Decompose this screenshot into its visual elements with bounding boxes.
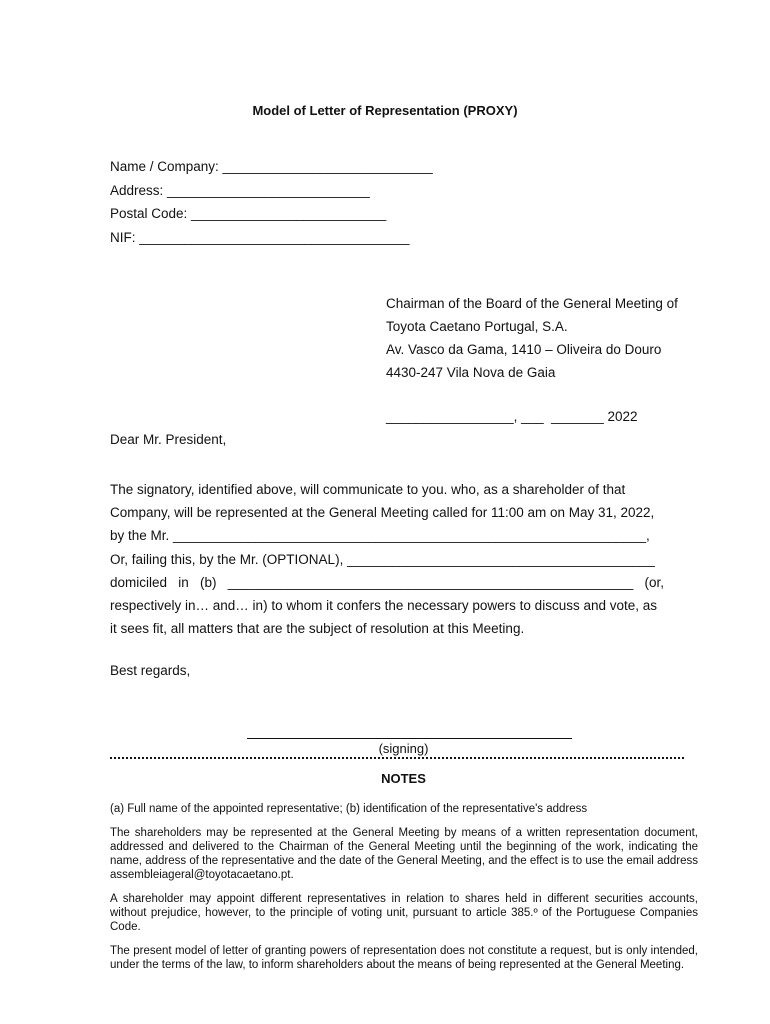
body-line: The signatory, identified above, will communicate to you. who, as a shareholder of that bbox=[110, 482, 626, 497]
body-line: respectively in… and… in) to whom it confers the necessary powers to discuss and vote, as bbox=[110, 598, 658, 614]
signature-line bbox=[247, 738, 572, 739]
recipient-line: Toyota Caetano Portugal, S.A. bbox=[386, 319, 568, 334]
letter-body bbox=[110, 478, 698, 640]
name-company-field: Name / Company: ____________________________ bbox=[110, 159, 433, 174]
signing-label: (signing) bbox=[378, 741, 429, 756]
notes-section bbox=[110, 802, 698, 982]
note-paragraph: The shareholders may be represented at the General Meeting by means of a written representation document, addressed and delivered to the Chairman of the General Meeting until the beginning of the work, indicating the name, address of the representative and the date of the General Meeting, and the effect is to use the email address assembleiageral@toyotacaetano.pt. bbox=[110, 827, 698, 881]
recipient-line: Av. Vasco da Gama, 1410 – Oliveira do Douro bbox=[386, 342, 662, 357]
postal-code-field: Postal Code: __________________________ bbox=[110, 206, 387, 221]
note-paragraph: (a) Full name of the appointed representative; (b) identification of the representative's address bbox=[110, 803, 588, 815]
body-line: it sees fit, all matters that are the subject of resolution at this Meeting. bbox=[110, 621, 525, 637]
body-line: Or, failing this, by the Mr. (OPTIONAL), _________________________________________ bbox=[110, 551, 655, 567]
note-paragraph: A shareholder may appoint different representatives in relation to shares held in different securities accounts, without prejudice, however, to the principle of voting unit, pursuant to article 385.º of the Portuguese Companies Code. bbox=[110, 893, 698, 933]
recipient-address bbox=[386, 292, 678, 384]
document-title: Model of Letter of Representation (PROXY) bbox=[252, 103, 518, 118]
dotted-separator bbox=[110, 757, 684, 759]
sender-fields bbox=[110, 155, 433, 249]
nif-field: NIF: ____________________________________ bbox=[110, 229, 410, 245]
address-field: Address: ___________________________ bbox=[110, 182, 370, 198]
closing: Best regards, bbox=[110, 663, 191, 678]
salutation: Dear Mr. President, bbox=[110, 432, 227, 447]
date-line: _________________, ___ _______ 2022 bbox=[386, 409, 638, 424]
recipient-line: Chairman of the Board of the General Meeting of bbox=[386, 296, 678, 311]
body-line: by the Mr. _______________________________________________________________, bbox=[110, 528, 650, 544]
notes-title: NOTES bbox=[381, 771, 426, 786]
note-paragraph: The present model of letter of granting powers of representation does not constitute a request, but is only intended, under the terms of the law, to inform shareholders about the means of being represented at the General Meeting. bbox=[110, 945, 698, 971]
recipient-line: 4430-247 Vila Nova de Gaia bbox=[386, 365, 556, 380]
body-line: Company, will be represented at the General Meeting called for 11:00 am on May 31, 2022, bbox=[110, 505, 655, 521]
body-line: domiciled in (b) ______________________________________________________ (or, bbox=[110, 574, 664, 590]
